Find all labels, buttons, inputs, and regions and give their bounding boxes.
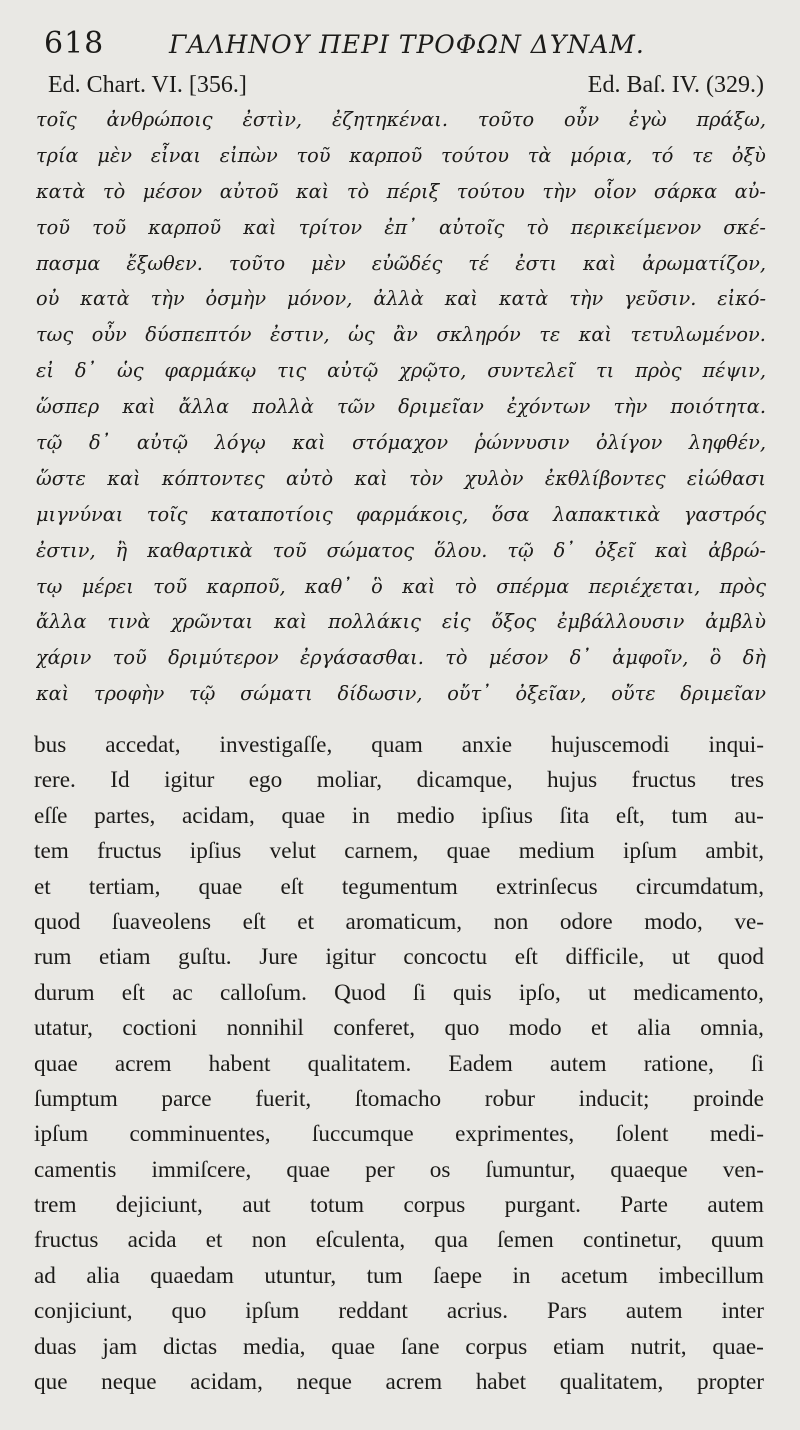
latin-text-line: eſſe partes, acidam, quae in medio ipſius ſita eſt, tum au-: [34, 802, 764, 829]
latin-text-line: ipſum comminuentes, ſuccumque exprimentes, ſolent medi-: [34, 1121, 764, 1148]
greek-text-line: τῳ μέρει τοῦ καρποῦ, καθ᾽ ὃ καὶ τὸ σπέρμα περιέχεται, πρὸς: [36, 574, 766, 598]
latin-text-block: [34, 728, 764, 1400]
latin-text-line: rum etiam guſtu. Jure igitur concoctu eſt difficile, ut quod: [34, 944, 764, 971]
greek-text-line: τως οὖν δύσπεπτόν ἐστιν, ὡς ἂν σκληρόν τε καὶ τετυλωμένον.: [36, 323, 766, 347]
greek-text-line: χάριν τοῦ δριμύτερον ἐργάσασθαι. τὸ μέσον δ᾽ ἀμφοῖν, ὃ δὴ: [36, 646, 766, 670]
latin-text-line: duas jam dictas media, quae ſane corpus etiam nutrit, quae-: [34, 1333, 764, 1360]
latin-text-line: que neque acidam, neque acrem habet qualitatem, propter: [34, 1369, 764, 1396]
greek-text-line: τοῦ τοῦ καρποῦ καὶ τρίτον ἐπ᾽ αὐτοῖς τὸ περικείμενον σκέ-: [36, 215, 766, 239]
greek-text-block: [36, 102, 766, 712]
latin-text-line: ſumptum parce fuerit, ſtomacho robur inducit; proinde: [34, 1085, 764, 1112]
greek-text-line: τρία μὲν εἶναι εἰπὼν τοῦ καρποῦ τούτου τὰ μόρια, τό τε ὀξὺ: [36, 143, 766, 167]
greek-text-line: ὥσπερ καὶ ἄλλα πολλὰ τῶν δριμεῖαν ἐχόντων τὴν ποιότητα.: [36, 395, 766, 419]
latin-text-line: camentis immiſcere, quae per os ſumuntur, quaeque ven-: [34, 1156, 764, 1183]
latin-text-line: rere. Id igitur ego moliar, dicamque, hujus fructus tres: [34, 767, 764, 794]
greek-text-line: εἰ δ᾽ ὡς φαρμάκῳ τις αὐτῷ χρῷτο, συντελεῖ τι πρὸς πέψιν,: [36, 359, 766, 383]
greek-text-line: καὶ τροφὴν τῷ σώματι δίδωσιν, οὔτ᾽ ὀξεῖαν, οὔτε δριμεῖαν: [36, 682, 766, 706]
latin-text-line: conjiciunt, quo ipſum reddant acrius. Pars autem inter: [34, 1298, 764, 1325]
latin-text-line: utatur, coctioni nonnihil conferet, quo modo et alia omnia,: [34, 1015, 764, 1042]
latin-text-line: durum eſt ac calloſum. Quod ſi quis ipſo, ut medicamento,: [34, 979, 764, 1006]
greek-text-line: ὥστε καὶ κόπτοντες αὐτὸ καὶ τὸν χυλὸν ἐκθλίβοντες εἰώθασι: [36, 466, 766, 490]
page-header: [44, 26, 764, 60]
greek-text-line: πασμα ἔξωθεν. τοῦτο μὲν εὐῶδές τέ ἐστι καὶ ἀρωματίζον,: [36, 251, 766, 275]
greek-text-line: τῷ δ᾽ αὐτῷ λόγῳ καὶ στόμαχον ῥώννυσιν ὀλίγον ληφθέν,: [36, 431, 766, 455]
latin-text-line: tem fructus ipſius velut carnem, quae medium ipſum ambit,: [34, 838, 764, 865]
latin-text-line: et tertiam, quae eſt tegumentum extrinſecus circumdatum,: [34, 873, 764, 900]
latin-text-line: bus accedat, investigaſſe, quam anxie hujuscemodi inqui-: [34, 732, 764, 758]
greek-text-line: οὐ κατὰ τὴν ὀσμὴν μόνον, ἀλλὰ καὶ κατὰ τὴν γεῦσιν. εἰκό-: [36, 287, 766, 311]
latin-text-line: quod ſuaveolens eſt et aromaticum, non odore modo, ve-: [34, 908, 764, 935]
running-title: ΓΑΛΗΝΟΥ ΠΕΡΙ ΤΡΟΦΩΝ ΔΥΝΑΜ.: [169, 30, 645, 59]
page-number: 618: [44, 26, 105, 61]
greek-text-line: ἐστιν, ἢ καθαρτικὰ τοῦ σώματος ὅλου. τῷ δ᾽ ὀξεῖ καὶ ἀβρώ-: [36, 538, 766, 562]
edition-reference-left: Ed. Chart. VI. [356.]: [48, 72, 247, 98]
greek-text-line: ἄλλα τινὰ χρῶνται καὶ πολλάκις εἰς ὄξος ἐμβάλλουσιν ἀμβλὺ: [36, 610, 766, 634]
greek-text-line: τοῖς ἀνθρώποις ἐστὶν, ἐζητηκέναι. τοῦτο οὖν ἐγὼ πράξω,: [36, 108, 766, 131]
latin-text-line: quae acrem habent qualitatem. Eadem autem ratione, ſi: [34, 1050, 764, 1077]
latin-text-line: ad alia quaedam utuntur, tum ſaepe in acetum imbecillum: [34, 1262, 764, 1289]
latin-text-line: trem dejiciunt, aut totum corpus purgant. Parte autem: [34, 1192, 764, 1219]
edition-reference-right: Ed. Baſ. IV. (329.): [587, 72, 764, 98]
greek-text-line: μιγνύναι τοῖς καταποτίοις φαρμάκοις, ὅσα λαπακτικὰ γαστρός: [36, 502, 766, 526]
greek-text-line: κατὰ τὸ μέσον αὐτοῦ καὶ τὸ πέριξ τούτου τὴν οἷον σάρκα αὐ-: [36, 179, 766, 203]
latin-text-line: fructus acida et non eſculenta, qua ſemen continetur, quum: [34, 1227, 764, 1254]
